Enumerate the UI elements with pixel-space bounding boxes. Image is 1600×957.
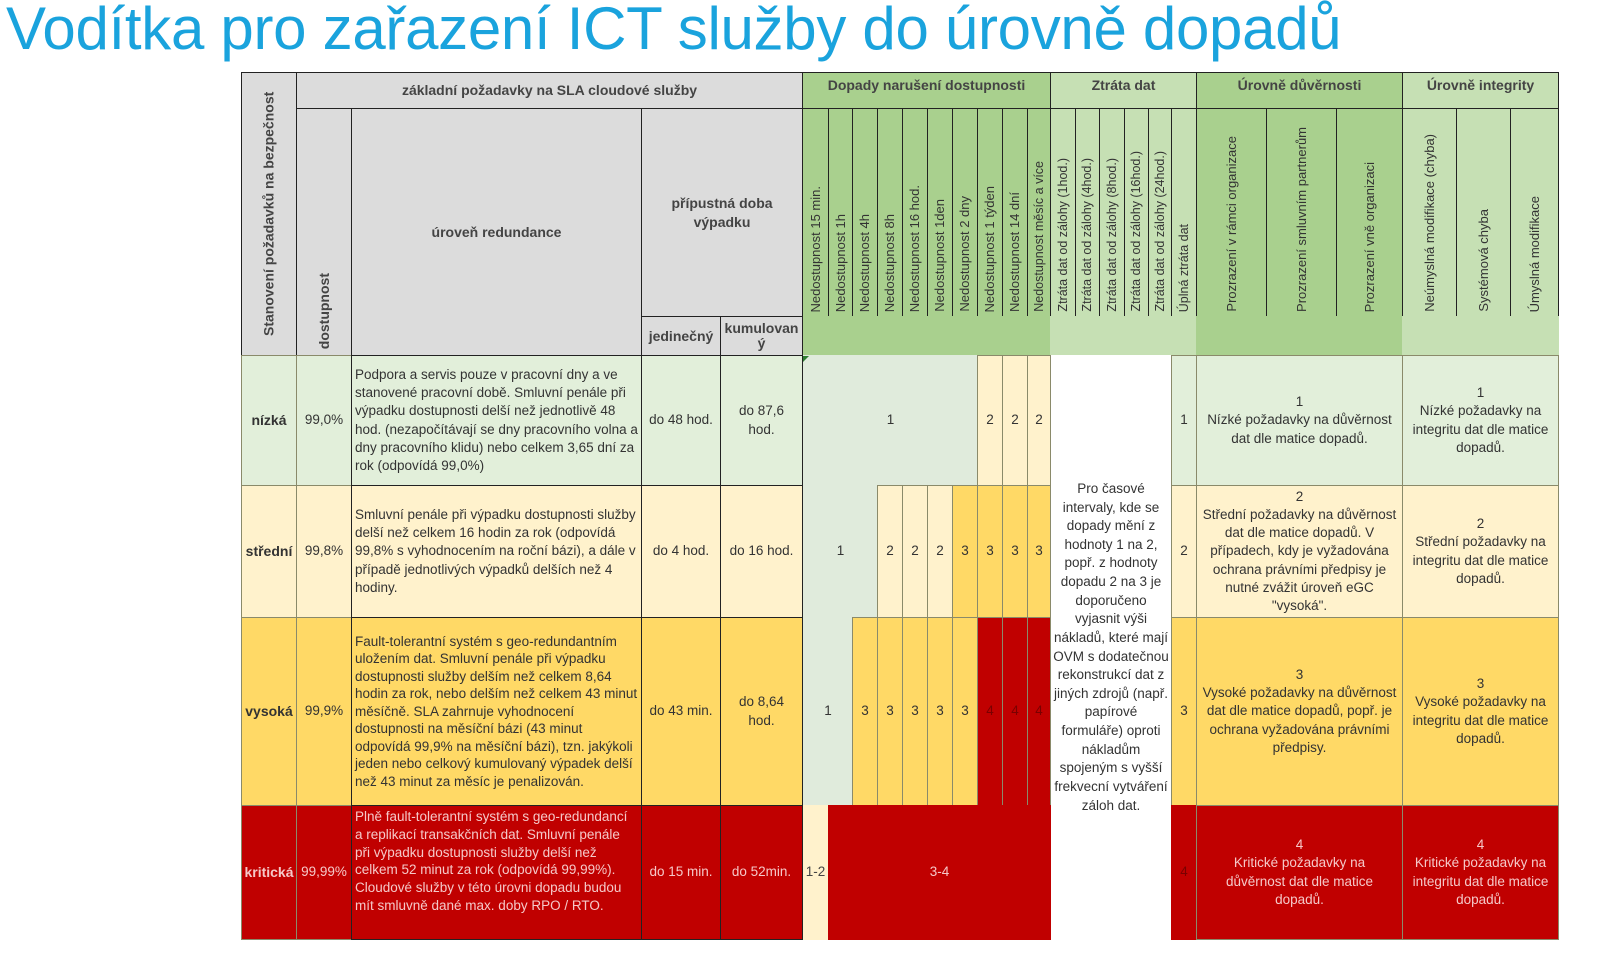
row-high-availability: 99,9% bbox=[296, 617, 352, 806]
col-header-avail-2: Nedostupnost 4h bbox=[852, 108, 878, 317]
col-header-avail-9: Nedostupnost měsíc a více bbox=[1027, 108, 1051, 317]
col-header-conf-1: Prozrazení smluvním partnerům bbox=[1266, 108, 1337, 317]
row-high-single: do 43 min. bbox=[641, 617, 721, 806]
row-low-integrity: 1 Nízké požadavky na integritu dat dle matice dopadů. bbox=[1402, 355, 1559, 486]
row-critical-integrity: 4 Kritické požadavky na integritu dat dle matice dopadů. bbox=[1402, 805, 1559, 940]
row-medium-integrity: 2 Střední požadavky na integritu dat dle matice dopadů. bbox=[1402, 485, 1559, 618]
row-medium-impact-7: 3 bbox=[977, 485, 1003, 618]
row-medium-impact-span: 1 bbox=[802, 485, 878, 618]
row-level-high: vysoká bbox=[241, 617, 297, 806]
row-high-impact-7: 4 bbox=[977, 617, 1003, 806]
row-high-impact-4: 3 bbox=[902, 617, 928, 806]
availability-header: dostupnost bbox=[296, 108, 352, 356]
cell-comment-marker bbox=[803, 356, 809, 362]
downtime-cumulative-header: kumulovaný bbox=[720, 316, 803, 356]
row-high-impact-5: 3 bbox=[927, 617, 953, 806]
col-header-avail-7: Nedostupnost 1 týden bbox=[977, 108, 1003, 317]
col-header-loss-4: Ztráta dat od zálohy (24hod.) bbox=[1148, 108, 1172, 317]
row-critical-availability: 99,99% bbox=[296, 805, 352, 940]
col-header-loss-1: Ztráta dat od zálohy (4hod.) bbox=[1075, 108, 1100, 317]
col-header-avail-6: Nedostupnost 2 dny bbox=[952, 108, 978, 317]
row-medium-impact-8: 3 bbox=[1002, 485, 1028, 618]
row-critical-single: do 15 min. bbox=[641, 805, 721, 940]
header-spacer-confidentiality bbox=[1196, 316, 1403, 355]
row-high-confidentiality: 3 Vysoké požadavky na důvěrnost dat dle matice dopadů, popř. je ochrana vyžadována právními předpisy. bbox=[1196, 617, 1403, 806]
header-spacer-availability bbox=[802, 316, 1051, 355]
row-low-impact-9: 2 bbox=[1027, 355, 1051, 486]
row-medium-confidentiality: 2 Střední požadavky na důvěrnost dat dle matice dopadů. V případech, kdy je vyžadována ochrana právními předpisy je nutné zvážit úroveň eGC "vysoká". bbox=[1196, 485, 1403, 618]
col-header-int-0: Neúmyslná modifikace (chyba) bbox=[1402, 108, 1457, 317]
row-medium-single: do 4 hod. bbox=[641, 485, 721, 618]
header-spacer-data-loss bbox=[1050, 316, 1197, 355]
row-low-full-loss: 1 bbox=[1171, 355, 1197, 486]
downtime-header: přípustná doba výpadku bbox=[641, 108, 803, 317]
row-high-redundancy: Fault-tolerantní systém s geo-redundantním uložením dat. Smluvní penále při výpadku dostupnosti služby delším než celkem 8,64 hodin za rok, nebo delším než celkem 43 minut měsíčně. SLA zahrnuje vyhodnocení dostupnosti na měsíční bázi (43 minut odpovídá 99,9% na měsíční bázi), tzn. jakýkoli jeden nebo celkový kumulovaný výpadek delší než 43 minut za měsíc je penalizován. bbox=[351, 617, 642, 806]
row-high-impact-8: 4 bbox=[1002, 617, 1028, 806]
row-low-impact-7: 2 bbox=[977, 355, 1003, 486]
col-header-conf-0: Prozrazení v rámci organizace bbox=[1196, 108, 1267, 317]
row-level-medium: střední bbox=[241, 485, 297, 618]
row-critical-cumulative: do 52min. bbox=[720, 805, 803, 940]
row-critical-confidentiality: 4 Kritické požadavky na důvěrnost dat dle matice dopadů. bbox=[1196, 805, 1403, 940]
col-header-avail-1: Nedostupnost 1h bbox=[828, 108, 853, 317]
row-high-impact-6: 3 bbox=[952, 617, 978, 806]
col-header-loss-3: Ztráta dat od zálohy (16hod.) bbox=[1124, 108, 1149, 317]
row-low-impact-8: 2 bbox=[1002, 355, 1028, 486]
col-header-loss-2: Ztráta dat od zálohy (8hod.) bbox=[1099, 108, 1125, 317]
integrity-group-header: Úrovně integrity bbox=[1402, 72, 1559, 109]
row-medium-cumulative: do 16 hod. bbox=[720, 485, 803, 618]
data-loss-note: Pro časové intervaly, kde se dopady mění z hodnoty 1 na 2, popř. z hodnoty dopadu 2 na 3 je doporučeno vyjasnit výši nákladů, které mají OVM s dodatečnou rekonstrukcí dat z jiných zdrojů (např. papírové formuláře) oproti nákladům spojeným s vyšší frekvecní vytváření záloh dat. bbox=[1051, 355, 1171, 940]
row-low-cumulative: do 87,6 hod. bbox=[720, 355, 803, 486]
row-high-impact-3: 3 bbox=[877, 617, 903, 806]
row-high-impact-span: 1 bbox=[802, 617, 853, 806]
row-high-full-loss: 3 bbox=[1171, 617, 1197, 806]
row-critical-impact-span: 3-4 bbox=[828, 805, 1051, 940]
row-level-low: nízká bbox=[241, 355, 297, 486]
confidentiality-group-header: Úrovně důvěrnosti bbox=[1196, 72, 1403, 109]
row-medium-impact-3: 2 bbox=[877, 485, 903, 618]
row-high-impact-2: 3 bbox=[852, 617, 878, 806]
sla-group-header: základní požadavky na SLA cloudové služby bbox=[296, 72, 803, 109]
row-critical-full-loss: 4 bbox=[1171, 805, 1197, 940]
header-spacer-integrity bbox=[1402, 316, 1559, 355]
row-medium-impact-9: 3 bbox=[1027, 485, 1051, 618]
col-header-conf-2: Prozrazení vně organizaci bbox=[1336, 108, 1403, 317]
row-critical-impact-first: 1-2 bbox=[802, 805, 828, 940]
row-medium-impact-6: 3 bbox=[952, 485, 978, 618]
row-low-confidentiality: 1 Nízké požadavky na důvěrnost dat dle matice dopadů. bbox=[1196, 355, 1403, 486]
row-low-redundancy: Podpora a servis pouze v pracovní dny a ve stanovené pracovní době. Smluvní penále při výpadku dostupnosti delší než jednotlivě 48 hod. (nezapočítávají se dny pracovního volna a dny pracovního klidu) nebo celkem 3,65 dní za rok (odpovídá 99,0%) bbox=[351, 355, 642, 486]
data-loss-group-header: Ztráta dat bbox=[1050, 72, 1197, 109]
col-header-avail-3: Nedostupnost 8h bbox=[877, 108, 903, 317]
row-medium-redundancy: Smluvní penále při výpadku dostupnosti služby delší než celkem 16 hodin za rok (odpovídá 99,8% s vyhodnocením na roční bázi), a dále v případě jednotlivých výpadků delších než 4 hodiny. bbox=[351, 485, 642, 618]
redundancy-header: úroveň redundance bbox=[351, 108, 642, 356]
row-low-availability: 99,0% bbox=[296, 355, 352, 486]
downtime-single-header: jedinečný bbox=[641, 316, 721, 356]
col-header-int-2: Úmyslná modifikace bbox=[1510, 108, 1559, 317]
col-header-loss-5: Úplná ztráta dat bbox=[1171, 108, 1197, 317]
col-header-avail-4: Nedostupnost 16 hod. bbox=[902, 108, 928, 317]
row-medium-availability: 99,8% bbox=[296, 485, 352, 618]
row-low-single: do 48 hod. bbox=[641, 355, 721, 486]
col-header-avail-8: Nedostupnost 14 dní bbox=[1002, 108, 1028, 317]
col-header-loss-0: Ztráta dat od zálohy (1hod.) bbox=[1050, 108, 1076, 317]
col-header-avail-0: Nedostupnost 15 min. bbox=[802, 108, 829, 317]
row-high-cumulative: do 8,64 hod. bbox=[720, 617, 803, 806]
row-label-header: Stanovení požadavků na bezpečnost bbox=[241, 72, 297, 356]
availability-impact-group-header: Dopady narušení dostupnosti bbox=[802, 72, 1051, 109]
page-title: Vodítka pro zařazení ICT služby do úrovně dopadů bbox=[6, 0, 1342, 62]
row-critical-redundancy: Plně fault-tolerantní systém s geo-redundancí a replikací transakčních dat. Smluvní penále při výpadku dostupnosti služby delší než celkem 52 minut za rok (odpovídá 99,99%). Cloudové služby v této úrovni dopadu budou mít smluvně dané max. doby RPO / RTO. bbox=[351, 805, 642, 940]
col-header-avail-5: Nedostupnost 1den bbox=[927, 108, 953, 317]
row-high-integrity: 3 Vysoké požadavky na integritu dat dle matice dopadů. bbox=[1402, 617, 1559, 806]
col-header-int-1: Systémová chyba bbox=[1456, 108, 1511, 317]
row-medium-impact-4: 2 bbox=[902, 485, 928, 618]
row-medium-full-loss: 2 bbox=[1171, 485, 1197, 618]
row-high-impact-9: 4 bbox=[1027, 617, 1051, 806]
row-level-critical: kritická bbox=[241, 805, 297, 940]
row-low-impact-span: 1 bbox=[802, 355, 978, 486]
row-medium-impact-5: 2 bbox=[927, 485, 953, 618]
